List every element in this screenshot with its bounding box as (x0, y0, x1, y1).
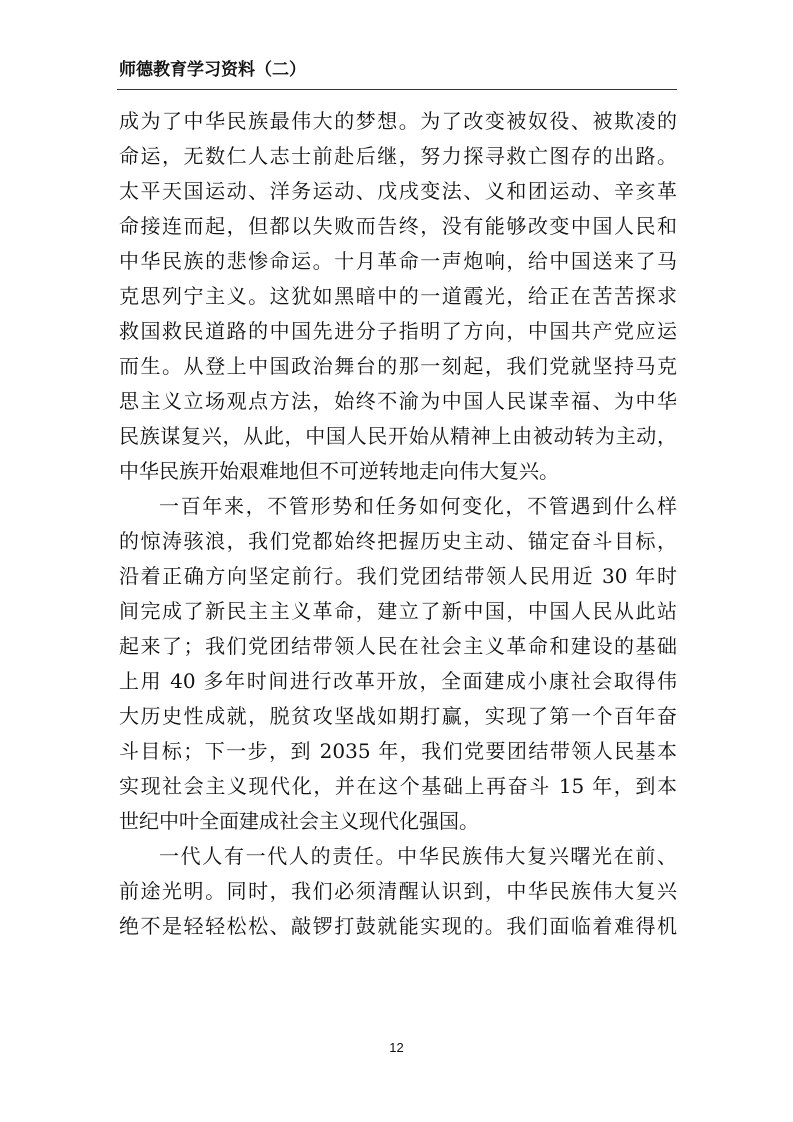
paragraph-end-line: 世纪中叶全面建成社会主义现代化强国。 (119, 809, 479, 833)
text-line: 中华民族的悲惨命运。十月革命一声炮响，给中国送来了马 (119, 249, 677, 273)
text-line: 前途光明。同时，我们必须清醒认识到，中华民族伟大复兴 (119, 879, 677, 903)
text-line: 实现社会主义现代化，并在这个基础上再奋斗 15 年，到本 (119, 774, 677, 798)
text-line: 大历史性成就，脱贫攻坚战如期打赢，实现了第一个百年奋 (119, 704, 677, 728)
text-line: 起来了；我们党团结带领人民在社会主义革命和建设的基础 (119, 634, 677, 658)
paragraph-start-line: 一百年来，不管形势和任务如何变化，不管遇到什么样 (159, 494, 677, 518)
text-line: 斗目标；下一步，到 2035 年，我们党要团结带领人民基本 (119, 739, 677, 763)
paragraph-start-line: 一代人有一代人的责任。中华民族伟大复兴曙光在前、 (159, 844, 677, 868)
text-line: 而生。从登上中国政治舞台的那一刻起，我们党就坚持马克 (119, 354, 677, 378)
page-number: 12 (389, 1040, 404, 1055)
header-divider (117, 89, 677, 90)
document-body (119, 104, 677, 944)
paragraph-end-line: 中华民族开始艰难地但不可逆转地走向伟大复兴。 (119, 459, 559, 483)
text-line: 太平天国运动、洋务运动、戊戌变法、义和团运动、辛亥革 (119, 179, 677, 203)
text-line: 救国救民道路的中国先进分子指明了方向，中国共产党应运 (119, 319, 677, 343)
text-line: 命运，无数仁人志士前赴后继，努力探寻救亡图存的出路。 (119, 144, 677, 168)
text-line: 克思列宁主义。这犹如黑暗中的一道霞光，给正在苦苦探求 (119, 284, 677, 308)
text-line: 沿着正确方向坚定前行。我们党团结带领人民用近 30 年时 (119, 564, 677, 588)
text-line: 间完成了新民主主义革命，建立了新中国，中国人民从此站 (119, 599, 677, 623)
text-line: 民族谋复兴，从此，中国人民开始从精神上由被动转为主动， (119, 424, 677, 448)
text-line: 上用 40 多年时间进行改革开放，全面建成小康社会取得伟 (119, 669, 677, 693)
text-line: 思主义立场观点方法，始终不渝为中国人民谋幸福、为中华 (119, 389, 677, 413)
text-line: 的惊涛骇浪，我们党都始终把握历史主动、锚定奋斗目标， (119, 529, 677, 553)
text-line: 命接连而起，但都以失败而告终，没有能够改变中国人民和 (119, 214, 677, 238)
text-line: 绝不是轻轻松松、敲锣打鼓就能实现的。我们面临着难得机 (119, 914, 677, 938)
text-line: 成为了中华民族最伟大的梦想。为了改变被奴役、被欺凌的 (119, 109, 677, 133)
document-header-title: 师德教育学习资料（二） (119, 60, 306, 80)
